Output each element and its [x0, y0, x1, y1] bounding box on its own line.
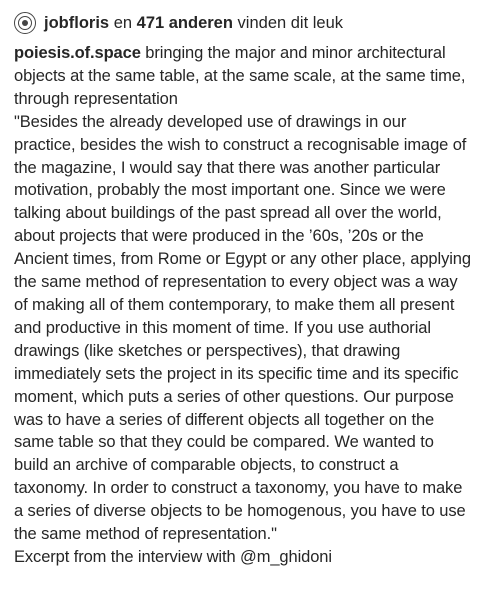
likes-suffix: vinden dit leuk — [237, 13, 344, 32]
caption-intro-paragraph — [14, 42, 472, 111]
caption-author-username[interactable]: poiesis.of.space — [14, 44, 141, 62]
caption-intro-text: bringing the major and minor architectural objects at the same table, at the same scale, at the same time, through representation — [14, 44, 466, 108]
caption-excerpt-line — [14, 546, 472, 569]
post-caption — [14, 42, 472, 569]
liker-avatar-icon[interactable] — [14, 12, 36, 34]
caption-excerpt-text: Excerpt from the interview with — [14, 547, 236, 566]
liker-username[interactable]: jobfloris — [44, 13, 110, 32]
likes-connector: en — [113, 13, 133, 32]
caption-quote: "Besides the already developed use of drawings in our practice, besides the wish to construct a recognisable image of the magazine, I would say that there was another particular motivation, probably the most important one. Since we were talking about buildings of the past spread all over the world, about projects that were produced in the ’60s, ’20s or the Ancient times, from Rome or Egypt or any other place, applying the same method of representation to every object was a way of making all of them contemporary, to make them all present and productive in this moment of time. If you use authorial drawings (like sketches or perspectives), that drawing immediately sets the project in its specific time and its specific moment, which puts a series of other questions. Our purpose was to have a series of different objects all together on the same table so that they could be compared. We wanted to build an archive of comparable objects, to construct a taxonomy. In order to construct a taxonomy, you have to make a series of diverse objects to be homogenous, you have to use the same method of representation." — [14, 112, 471, 544]
likes-summary — [14, 10, 343, 36]
likes-count[interactable]: 471 anderen — [136, 13, 233, 32]
caption-mention-link[interactable]: @m_ghidoni — [240, 547, 332, 566]
